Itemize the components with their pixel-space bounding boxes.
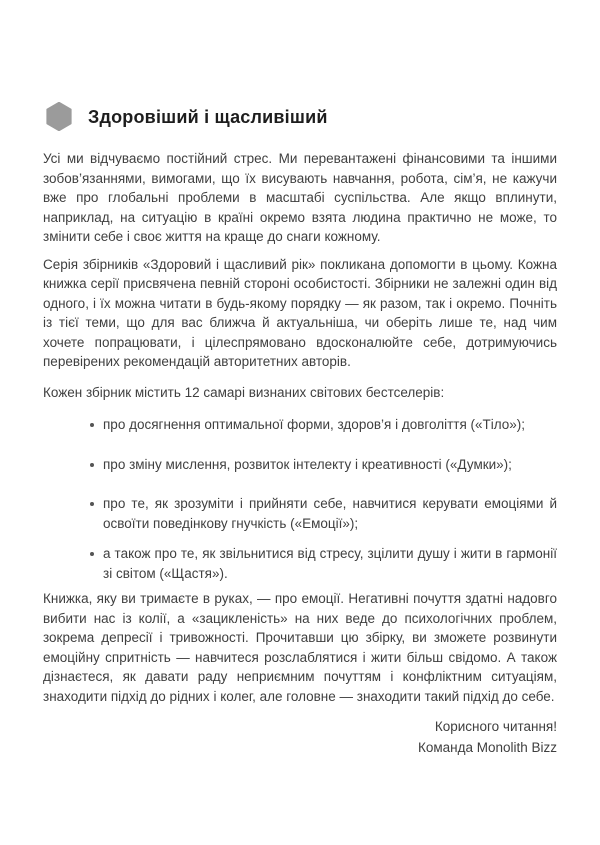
list-intro: Кожен збірник містить 12 самарі визнаних світових бестселерів: — [43, 384, 445, 400]
bullet-dot-icon — [90, 423, 94, 427]
bullet-dot-icon — [90, 502, 94, 506]
closing-paragraph: Книжка, яку ви тримаєте в руках, — про емоції. Негативні почуття здатні надовго вибити нас із колії, а «зацикленість» на них веде до психологічних проблем, зокрема депресії і тривожності. Прочитавши цю збірку, ви зможете розвинути емоційну спритність — навчитеся розслаблятися і жити більш свідомо. А також дізнаєтеся, як давати раду неприємним почуттям і конфліктним ситуаціям, знаходити підхід до рідних і колег, але головне — знаходити такий підхід до себе. — [43, 591, 557, 704]
list-item-text: про те, як зрозуміти і прийняти себе, навчитися керувати емоціями й освоїти поведінкову гнучкість («Емоції»); — [103, 496, 557, 531]
list-item-emotions — [43, 494, 557, 533]
signoff-wish: Корисного читання! — [434, 719, 557, 734]
list-item-text: про зміну мислення, розвиток інтелекту і креативності («Думки»); — [103, 456, 512, 472]
chapter-title: Здоровіший і щасливіший — [88, 106, 328, 127]
signoff — [43, 717, 557, 758]
list-item-body — [43, 415, 557, 435]
bullet-dot-icon — [90, 463, 94, 467]
list-item-text: а також про те, як звільнитися від стресу, зцілити душу і жити в гармонії зі світом («Щастя»). — [103, 546, 557, 581]
summary-topics-list — [43, 415, 557, 583]
list-item-happiness — [43, 544, 557, 583]
chapter-header — [46, 102, 557, 131]
intro-paragraph-2: Серія збірників «Здоровий і щасливий рік» покликана допомогти в цьому. Кожна книжка серії присвячена певній стороні особистості. Збірники не залежні один від одного, і їх можна читати в будь-якому порядку — як разом, так і окремо. Почніть із тієї теми, що для вас ближча й актуальніша, чи оберіть лише те, над чим хочете попрацювати, і цілеспрямовано вдосконалюйте себе, дотримуючись перевірених рекомендацій авторитетних авторів. — [43, 256, 557, 369]
list-item-mind — [43, 455, 557, 475]
list-item-text: про досягнення оптимальної форми, здоров’я і довголіття («Тіло»); — [103, 417, 526, 432]
bullet-dot-icon — [90, 552, 94, 556]
intro-paragraph-1: Усі ми відчуваємо постійний стрес. Ми перевантажені фінансовими та іншими зобов’язаннями, вимогами, що їх висувають навчання, робота, сім’я, не кажучи вже про глобальні проблеми в масштабі суспільства. Але якщо вплинути, наприклад, на ситуацію в країні окремо взята людина практично не може, то змінити себе і своє життя на краще до снаги кожному. — [43, 151, 557, 244]
hexagon-icon — [46, 102, 72, 131]
signoff-team: Команда Monolith Bizz — [417, 739, 557, 755]
